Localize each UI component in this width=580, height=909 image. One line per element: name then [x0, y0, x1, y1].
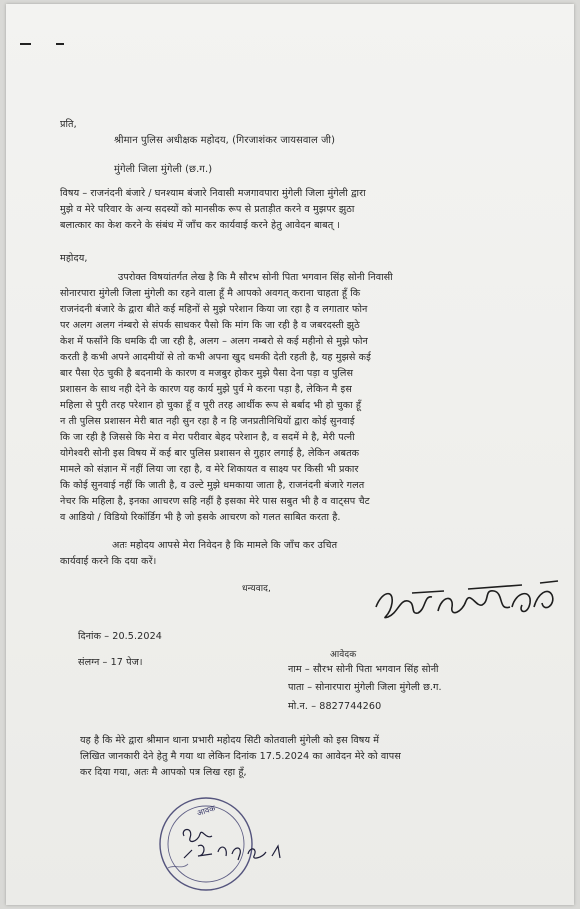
body-line: योगेश्वरी सोनी इस विषय में कई बार पुलिस प्रशासन से गुहार लगाई है, लेकिन अबतक [60, 448, 360, 459]
body-line: बार पैसा ऐठ चुकी है बदनामी के कारण व मजबुर होकर मुझे पैसा देना पड़ा व पुलिस [60, 368, 354, 379]
applicant-address: पाता – सोनारपारा मुंगेली जिला मुंगेली छ.ग. [288, 682, 442, 693]
applicant-mobile: मो.न. – 8827744260 [288, 701, 382, 712]
letter-date: दिनांक – 20.5.2024 [78, 631, 162, 642]
svg-text:आवक: आवक [195, 803, 217, 818]
body-line: कि जा रही है जिससे कि मेरा व मेरा परीवार बेहद परेशान है, व सदमें मे है, मेरी पत्नी [60, 432, 355, 443]
margin-mark [20, 43, 31, 45]
body-line: प्रशासन के साथ नही देने के कारण यह कार्य मुझे पुर्व मे करना पड़ा है, लेकिन मै इस [60, 384, 352, 395]
thanks-text: धन्यवाद, [242, 584, 271, 594]
postscript-line: कर दिया गया, अतः मै आपको पत्र लिख रहा हूँ, [80, 767, 247, 778]
inward-stamp [154, 784, 314, 904]
postscript-line: लिखित जानकारी देने हेतु मै गया था लेकिन दिनांक 17.5.2024 का आवेदन मेरे को वापस [80, 751, 401, 762]
body-line: न ती पुलिस प्रशासन मेरी बात नही सुन रहा है न हि जनप्रतीनिधियों द्वारा कोई सुनवाई [60, 416, 355, 427]
body-line: कि कोई सुनवाई नहीं कि जाती है, व उल्टे मुझे धमकाया जाता है, राजनंदनी बंजारे गलत [60, 480, 365, 491]
postscript-line: यह है कि मेरे द्वारा श्रीमान थाना प्रभारी महोदय सिटी कोतवाली मुंगेली को इस विषय में [80, 735, 380, 746]
body-line: सोनारपारा मुंगेली जिला मुंगेली का रहने वाला हूँ मै आपको अवगत् कराना चाहता हूँ कि [60, 288, 361, 299]
subject-line: विषय – राजनंदनी बंजारे / घनश्याम बंजारे निवासी मजगावपारा मुंगेली जिला मुंगेली द्वारा [60, 188, 366, 199]
addressee-city: मुंगेली जिला मुंगेली (छ.ग.) [114, 164, 213, 175]
body-line: व आडियो / विडियो रिकॉर्डिग भी है जो इसके आचरण को गलत साबित करता है. [60, 512, 341, 523]
body-line: नेचर कि महिला है, इनका आचरण सहि नहीं है इसका मेरे पास सबुत भी है व वाट्सप चैट [60, 496, 370, 507]
body-line: राजनंदनी बंजारे के द्वारा बीते कई महिनों से मुझे परेशान किया जा रहा है व लगातार फोन [60, 304, 368, 315]
subject-line: बलात्कार का केश करने के संबंध में जाँच कर कार्यवाई करने हेतु आवेदन बाबत् । [60, 220, 341, 231]
subject-line: मुझे व मेरे परिवार के अन्य सदस्यों को मानसीक रूप से प्रताड़ीत करने व मुझपर झुठा [60, 204, 355, 215]
closing-line: अतः महोदय आपसे मेरा निवेदन है कि मामले कि जाँच कर उचित [112, 540, 338, 551]
applicant-heading: आवेदक [330, 650, 357, 660]
applicant-name: नाम – सौरभ सोनी पिता भगवान सिंह सोनी [288, 664, 439, 675]
applicant-signature [372, 577, 562, 629]
closing-line: कार्यवाई करने कि दया करें। [60, 556, 157, 567]
salutation-to: प्रति, [60, 119, 77, 130]
body-line: पर अलग अलग नंम्बरो से संपर्क साधकर पैसो कि मांग कि जा रही है व जबरदस्ती झुठे [60, 320, 360, 331]
body-line: महिला से पुरी तरह परेशान हो चुका हूँ व पूरी तरह आर्थीक रूप से बर्बाद भी हो चुका हूँ [60, 400, 362, 411]
addressee-line: श्रीमान पुलिस अधीक्षक महोदय, (गिरजाशंकर जायसवाल जी) [114, 135, 336, 146]
enclosure-count: संलग्न – 17 पेज। [78, 657, 143, 668]
letter-page [6, 4, 574, 905]
body-line: केश में फसाँने कि धमकि दी जा रही है, अलग – अलग नम्बरो से कई महीनो से मुझे फोन [60, 336, 368, 347]
body-line: करती है कभी अपने आदमीयों से तो कभी अपना खुद धमकी देती रहती है, यह मुझसे कई [60, 352, 371, 363]
body-line: मामले को संज्ञान में नहीं लिया जा रहा है, व मेरे शिकायत व साक्ष्य पर किसी भी प्रकार [60, 464, 359, 475]
greeting: महोदय, [60, 253, 88, 264]
margin-mark [56, 43, 64, 45]
body-line: उपरोक्त विषयांतर्गत लेख है कि मै सौरभ सोनी पिता भगवान सिंह सोनी निवासी [118, 272, 393, 283]
